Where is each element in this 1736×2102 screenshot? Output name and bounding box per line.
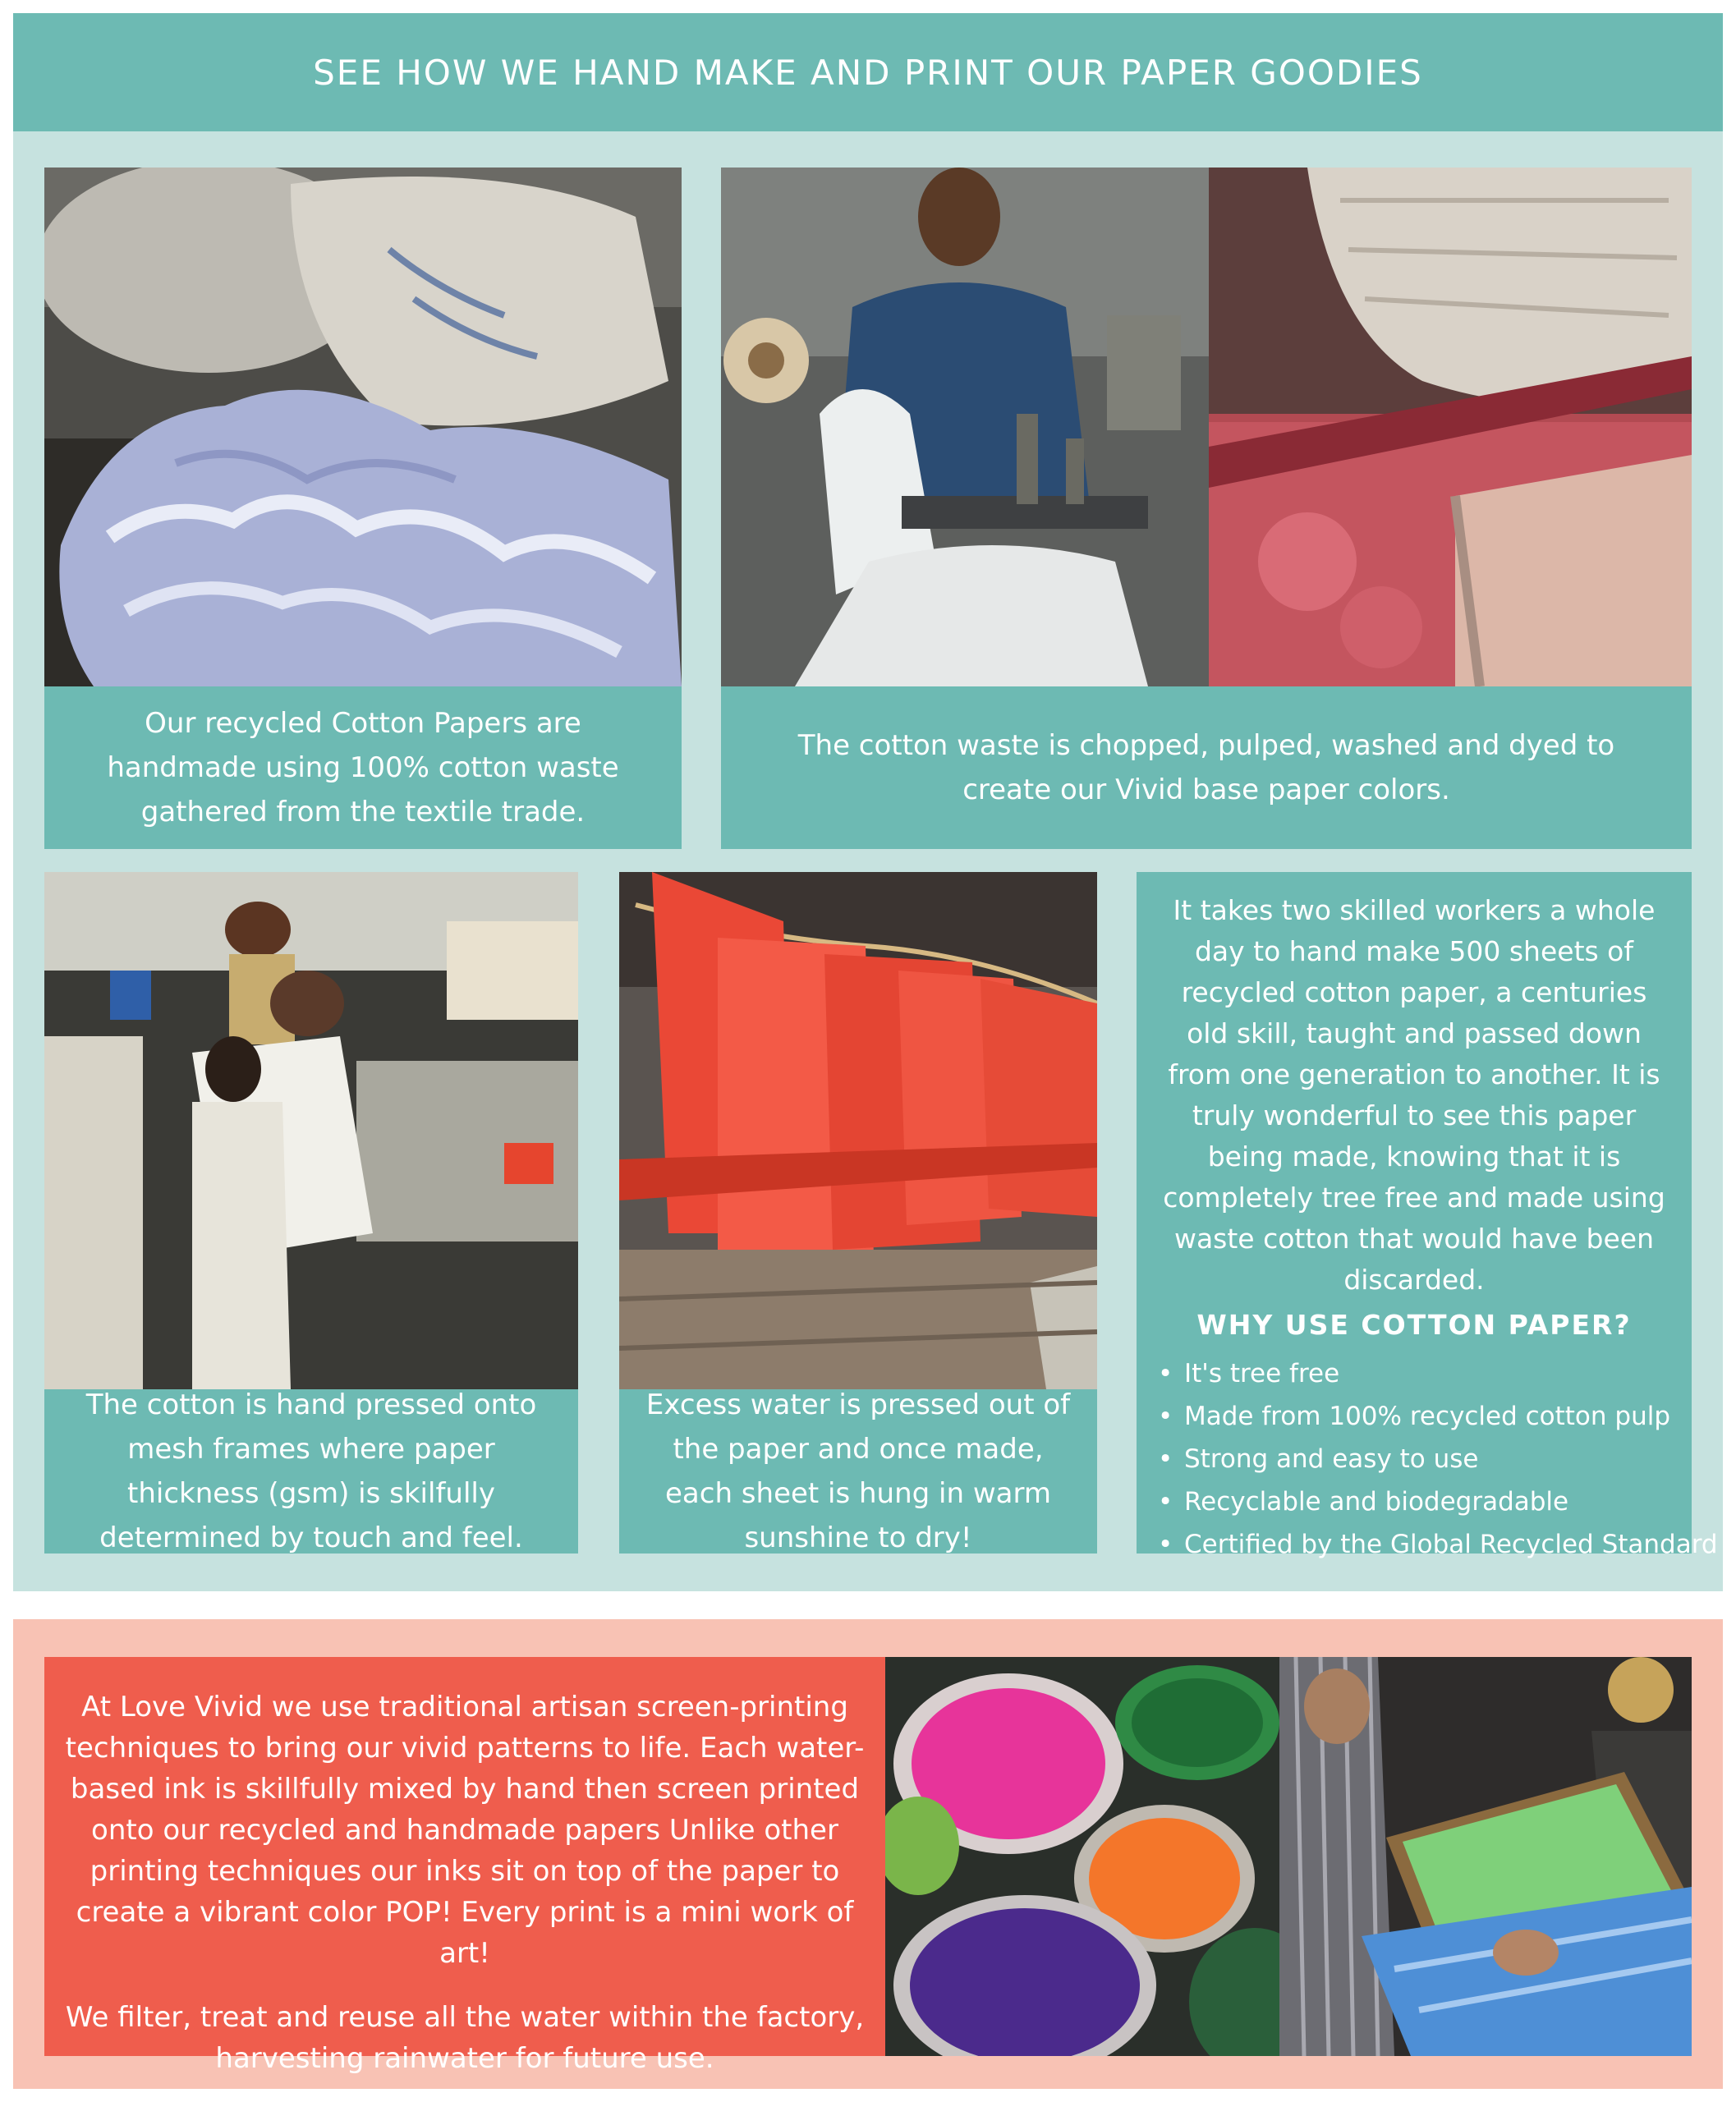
cotton-waste-caption: Our recycled Cotton Papers are handmade using 100% cotton waste gathered from the textile trade.: [44, 686, 682, 849]
benefit-item: • Recyclable and biodegradable: [1158, 1487, 1569, 1517]
why-cotton-heading: WHY USE COTTON PAPER?: [1196, 1309, 1632, 1341]
pulp-caption: The cotton waste is chopped, pulped, washed and dyed to create our Vivid base paper colors.: [721, 686, 1692, 849]
benefit-item: • Made from 100% recycled cotton pulp: [1158, 1402, 1671, 1431]
ink-buckets-photo: [885, 1657, 1279, 2056]
benefits-list: [1137, 1352, 1718, 1566]
benefit-item: • Certified by the Global Recycled Standard: [1158, 1530, 1718, 1559]
info-panel: [1137, 872, 1718, 1559]
dyed-pulp-photo: [1209, 168, 1692, 686]
water-paragraph: We filter, treat and reuse all the water within the factory, harvesting rainwater for future use.: [65, 2001, 865, 2075]
printing-text-panel: [44, 1657, 885, 2075]
press-caption: The cotton is hand pressed onto mesh frames where paper thickness (gsm) is skilfully determined by touch and feel.: [44, 1389, 578, 1554]
header-bar: [13, 13, 1723, 131]
benefit-item: • Strong and easy to use: [1158, 1444, 1479, 1474]
dry-caption: Excess water is pressed out of the paper and once made, each sheet is hung in warm sunshine to dry!: [619, 1389, 1097, 1554]
drying-photo: [619, 872, 1097, 1389]
pressing-photo: [44, 872, 578, 1389]
page-title: SEE HOW WE HAND MAKE AND PRINT OUR PAPER GOODIES: [313, 52, 1423, 93]
printing-paragraph: At Love Vivid we use traditional artisan screen-printing techniques to bring our vivid patterns to life. Each water-based ink is skillfully mixed by hand then screen printed onto our recycled and handmade papers Unlike other printing techniques our inks sit on top of the paper to create a vibrant color POP! Every print is a mini work of art!: [65, 1691, 865, 1970]
info-paragraph: It takes two skilled workers a whole day to hand make 500 sheets of recycled cotton paper, a centuries old skill, taught and passed down from one generation to another. It is truly wonderful to see this paper being made, knowing that it is completely tree free and made using waste cotton that would have been discarded.: [1163, 894, 1665, 1296]
pulping-photo: [721, 168, 1209, 686]
screen-printing-photo: [1279, 1657, 1692, 2056]
benefit-item: • It's tree free: [1158, 1359, 1340, 1388]
cotton-waste-photo: [44, 168, 682, 686]
